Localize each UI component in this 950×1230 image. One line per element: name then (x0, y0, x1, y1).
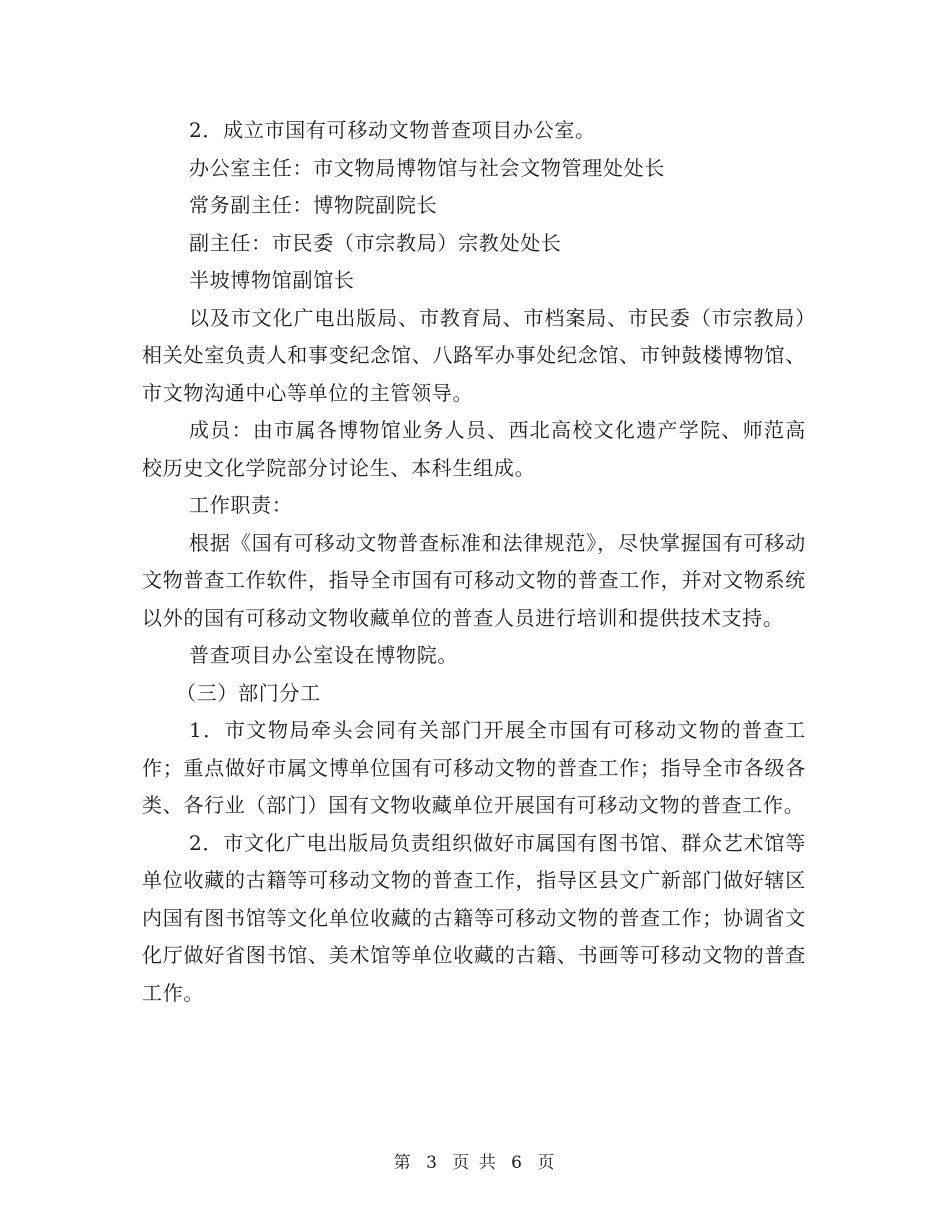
paragraph-4: 副主任：市民委（市宗教局）宗教处处长 (189, 230, 562, 255)
total-pages-number: 6 (511, 1153, 524, 1173)
footer-suffix: 页 (537, 1153, 557, 1173)
paragraph-13: 2．市文化广电出版局负责组织做好市属国有图书馆、群众艺术馆等单位收藏的古籍等可移动文物的普查工作，指导区县文广新部门做好辖区内国有图书馆等文化单位收藏的古籍等可移动文物的普查工作；协调省文化厅做好省图书馆、美术馆等单位收藏的古籍、书画等可移动文物的普查工作。 (142, 830, 806, 1005)
paragraph-12: 1．市文物局牵头会同有关部门开展全市国有可移动文物的普查工作；重点做好市属文博单位国有可移动文物的普查工作；指导全市各级各类、各行业（部门）国有文物收藏单位开展国有可移动文物的普查工作。 (142, 718, 806, 817)
paragraph-3: 常务副主任：博物院副院长 (189, 193, 438, 217)
paragraph-10: 普查项目办公室设在博物院。 (189, 643, 459, 667)
paragraph-6: 以及市文化广电出版局、市教育局、市档案局、市民委（市宗教局）相关处室负责人和事变纪念馆、八路军办事处纪念馆、市钟鼓楼博物馆、市文物沟通中心等单位的主管领导。 (142, 305, 806, 405)
footer-middle: 页 共 (452, 1153, 498, 1173)
document-body (142, 112, 806, 1012)
paragraph-7: 成员：由市属各博物馆业务人员、西北高校文化遗产学院、师范高校历史文化学院部分讨论生、本科生组成。 (142, 418, 806, 480)
footer-prefix: 第 (393, 1153, 413, 1173)
paragraph-8: 工作职责： (189, 493, 293, 517)
paragraph-5: 半坡博物馆副馆长 (189, 268, 355, 292)
paragraph-1: 2．成立市国有可移动文物普查项目办公室。 (189, 118, 596, 142)
paragraph-9: 根据《国有可移动文物普查标准和法律规范》，尽快掌握国有可移动文物普查工作软件，指导全市国有可移动文物的普查工作，并对文物系统以外的国有可移动文物收藏单位的普查人员进行培训和提供技术支持。 (142, 530, 806, 630)
page-footer (0, 1148, 950, 1173)
paragraph-2: 办公室主任：市文物局博物馆与社会文物管理处处长 (189, 155, 666, 180)
section-heading: （三）部门分工 (176, 680, 321, 705)
current-page-number: 3 (426, 1153, 439, 1173)
